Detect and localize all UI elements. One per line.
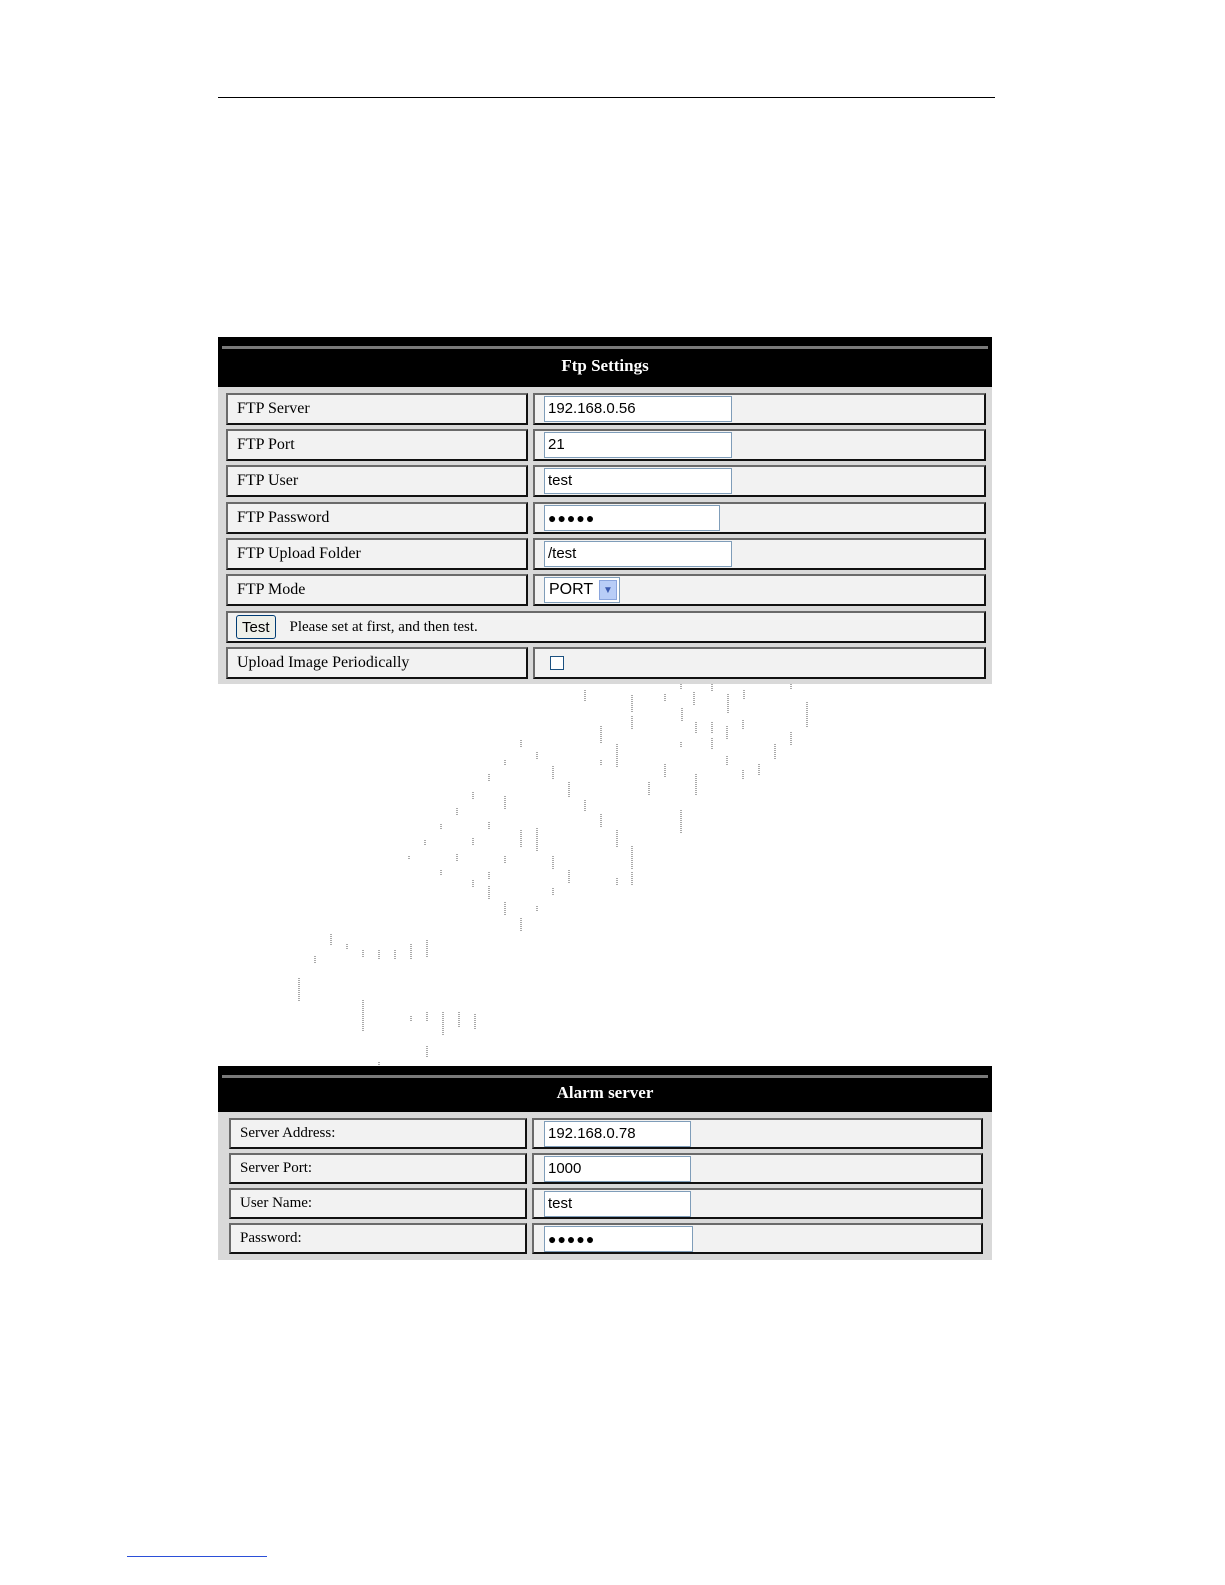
test-hint: Please set at first, and then test. xyxy=(289,618,478,635)
ftp-settings-panel xyxy=(218,337,992,684)
header-divider xyxy=(218,97,995,98)
user-name-input[interactable]: test xyxy=(544,1191,691,1217)
server-port-row xyxy=(229,1153,983,1184)
password-row xyxy=(229,1223,983,1254)
upload-periodically-checkbox[interactable] xyxy=(550,656,564,670)
chevron-down-icon[interactable]: ▼ xyxy=(599,580,617,600)
ftp-server-input[interactable]: 192.168.0.56 xyxy=(544,396,732,422)
password-label: Password: xyxy=(229,1223,527,1254)
ftp-upload-folder-row xyxy=(226,538,986,570)
ftp-port-input[interactable]: 21 xyxy=(544,432,732,458)
server-address-row xyxy=(229,1118,983,1149)
ftp-mode-select[interactable] xyxy=(544,577,620,603)
ftp-password-label: FTP Password xyxy=(226,502,528,534)
ftp-server-row xyxy=(226,393,986,425)
server-port-input[interactable]: 1000 xyxy=(544,1156,691,1182)
password-input[interactable]: ●●●●● xyxy=(544,1226,693,1252)
ftp-user-input[interactable]: test xyxy=(544,468,732,494)
ftp-mode-row xyxy=(226,574,986,606)
upload-periodically-row xyxy=(226,647,986,679)
ftp-port-row xyxy=(226,429,986,461)
footer-link-underline xyxy=(127,1556,267,1557)
ftp-mode-label: FTP Mode xyxy=(226,574,528,606)
ftp-password-row xyxy=(226,502,986,534)
ftp-password-input[interactable]: ●●●●● xyxy=(544,505,720,531)
ftp-upload-folder-input[interactable]: /test xyxy=(544,541,732,567)
ftp-test-row xyxy=(226,611,986,643)
user-name-label: User Name: xyxy=(229,1188,527,1219)
server-port-label: Server Port: xyxy=(229,1153,527,1184)
ftp-user-row xyxy=(226,465,986,497)
ftp-port-label: FTP Port xyxy=(226,429,528,461)
user-name-row xyxy=(229,1188,983,1219)
test-button[interactable]: Test xyxy=(236,615,276,639)
ftp-mode-value: PORT xyxy=(549,581,594,598)
ftp-user-label: FTP User xyxy=(226,465,528,497)
upload-periodically-label: Upload Image Periodically xyxy=(226,647,528,679)
ftp-settings-title: Ftp Settings xyxy=(218,337,992,387)
ftp-upload-folder-label: FTP Upload Folder xyxy=(226,538,528,570)
alarm-server-title: Alarm server xyxy=(218,1066,992,1112)
ftp-server-label: FTP Server xyxy=(226,393,528,425)
server-address-input[interactable]: 192.168.0.78 xyxy=(544,1121,691,1147)
server-address-label: Server Address: xyxy=(229,1118,527,1149)
alarm-server-panel xyxy=(218,1066,992,1260)
